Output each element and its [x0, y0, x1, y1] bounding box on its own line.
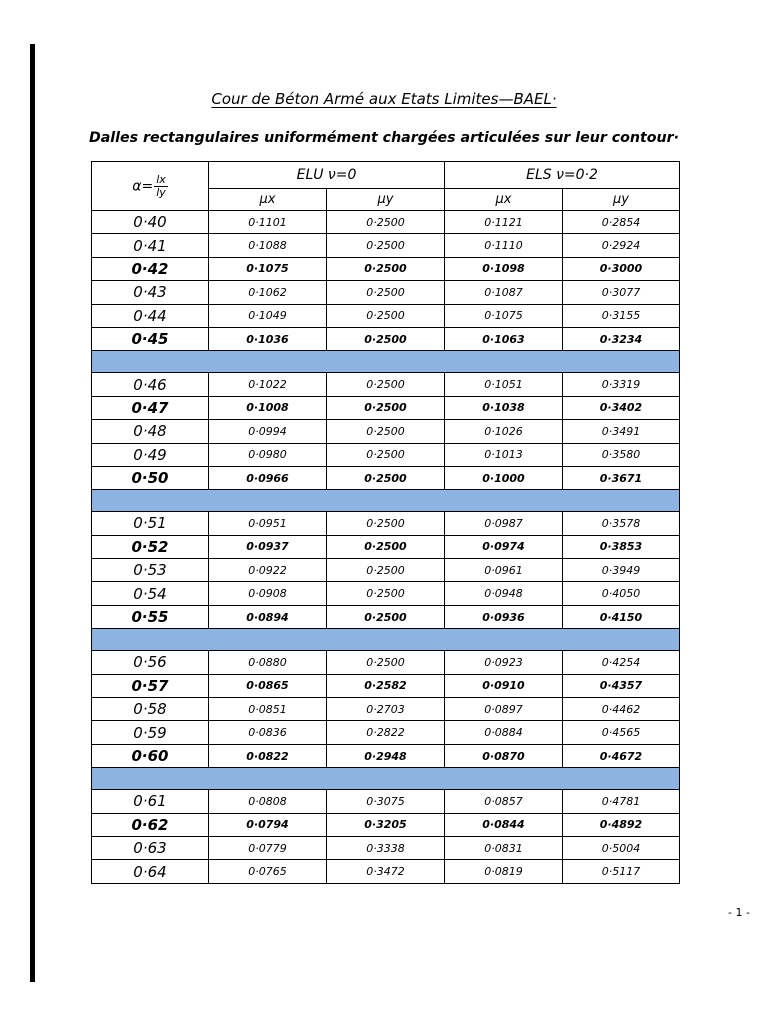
elu-muy-cell: 0·2500: [327, 420, 445, 443]
els-mux-cell: 0·1013: [445, 443, 563, 466]
els-mux-cell: 0·0974: [445, 535, 563, 558]
elu-muy-header: μy: [327, 189, 445, 211]
els-muy-cell: 0·4357: [563, 674, 680, 697]
table-row: [92, 605, 680, 628]
group-separator-cell: [92, 629, 680, 651]
elu-muy-cell: 0·2500: [327, 651, 445, 674]
elu-muy-cell: 0·3472: [327, 860, 445, 883]
table-row: [92, 790, 680, 813]
elu-mux-cell: 0·1049: [209, 304, 327, 327]
elu-mux-cell: 0·1088: [209, 234, 327, 257]
els-muy-cell: 0·4462: [563, 698, 680, 721]
els-mux-cell: 0·0857: [445, 790, 563, 813]
elu-muy-cell: 0·2500: [327, 582, 445, 605]
group-separator-row: [92, 351, 680, 373]
coefficient-table: [91, 161, 680, 884]
elu-mux-header: μx: [209, 189, 327, 211]
table-row: [92, 327, 680, 350]
alpha-cell: 0·62: [92, 813, 209, 836]
table-body: [92, 211, 680, 884]
els-muy-header: μy: [563, 189, 680, 211]
elu-muy-cell: 0·2582: [327, 674, 445, 697]
page-number: - 1 -: [728, 906, 750, 919]
elu-mux-cell: 0·0851: [209, 698, 327, 721]
els-mux-cell: 0·1098: [445, 257, 563, 280]
margin-bar: [30, 44, 35, 982]
els-muy-cell: 0·3949: [563, 559, 680, 582]
elu-mux-cell: 0·1101: [209, 211, 327, 234]
table-row: [92, 211, 680, 234]
elu-mux-cell: 0·0937: [209, 535, 327, 558]
elu-mux-cell: 0·0966: [209, 466, 327, 489]
elu-mux-cell: 0·1075: [209, 257, 327, 280]
els-muy-cell: 0·4781: [563, 790, 680, 813]
alpha-cell: 0·63: [92, 836, 209, 859]
document-subtitle: Dalles rectangulaires uniformément chargées articulées sur leur contour·: [88, 130, 680, 146]
alpha-cell: 0·45: [92, 327, 209, 350]
els-mux-cell: 0·0936: [445, 605, 563, 628]
els-muy-cell: 0·3578: [563, 512, 680, 535]
elu-mux-cell: 0·0980: [209, 443, 327, 466]
elu-mux-cell: 0·0880: [209, 651, 327, 674]
els-mux-cell: 0·1110: [445, 234, 563, 257]
els-mux-cell: 0·0831: [445, 836, 563, 859]
els-mux-cell: 0·1063: [445, 327, 563, 350]
alpha-numerator: lx: [156, 172, 166, 186]
alpha-cell: 0·46: [92, 373, 209, 396]
table-row: [92, 721, 680, 744]
table-row: [92, 651, 680, 674]
elu-mux-cell: 0·0922: [209, 559, 327, 582]
elu-muy-cell: 0·3075: [327, 790, 445, 813]
elu-muy-cell: 0·2822: [327, 721, 445, 744]
els-mux-cell: 0·0870: [445, 744, 563, 767]
alpha-header: [92, 162, 209, 211]
table-row: [92, 512, 680, 535]
elu-mux-cell: 0·0894: [209, 605, 327, 628]
group-separator-row: [92, 629, 680, 651]
els-muy-cell: 0·3319: [563, 373, 680, 396]
table-row: [92, 813, 680, 836]
els-muy-cell: 0·4565: [563, 721, 680, 744]
els-muy-cell: 0·2854: [563, 211, 680, 234]
alpha-cell: 0·49: [92, 443, 209, 466]
alpha-cell: 0·52: [92, 535, 209, 558]
els-muy-cell: 0·5004: [563, 836, 680, 859]
table-row: [92, 234, 680, 257]
alpha-cell: 0·44: [92, 304, 209, 327]
els-muy-cell: 0·3000: [563, 257, 680, 280]
elu-muy-cell: 0·2500: [327, 559, 445, 582]
elu-mux-cell: 0·0951: [209, 512, 327, 535]
elu-mux-cell: 0·0908: [209, 582, 327, 605]
alpha-cell: 0·61: [92, 790, 209, 813]
elu-mux-cell: 0·1036: [209, 327, 327, 350]
elu-mux-cell: 0·0794: [209, 813, 327, 836]
alpha-cell: 0·42: [92, 257, 209, 280]
table-row: [92, 304, 680, 327]
elu-mux-cell: 0·0822: [209, 744, 327, 767]
els-mux-cell: 0·0884: [445, 721, 563, 744]
group-separator-cell: [92, 768, 680, 790]
elu-mux-cell: 0·0994: [209, 420, 327, 443]
group-separator-row: [92, 768, 680, 790]
els-mux-cell: 0·0844: [445, 813, 563, 836]
elu-mux-cell: 0·0808: [209, 790, 327, 813]
table-row: [92, 582, 680, 605]
els-mux-cell: 0·0897: [445, 698, 563, 721]
els-muy-cell: 0·4050: [563, 582, 680, 605]
elu-muy-cell: 0·2500: [327, 535, 445, 558]
els-muy-cell: 0·4892: [563, 813, 680, 836]
elu-muy-cell: 0·2500: [327, 396, 445, 419]
table-row: [92, 466, 680, 489]
group-separator-row: [92, 490, 680, 512]
elu-mux-cell: 0·0779: [209, 836, 327, 859]
table-row: [92, 836, 680, 859]
table-row: [92, 674, 680, 697]
table-row: [92, 744, 680, 767]
alpha-cell: 0·48: [92, 420, 209, 443]
elu-muy-cell: 0·2500: [327, 257, 445, 280]
elu-muy-cell: 0·2948: [327, 744, 445, 767]
table-row: [92, 559, 680, 582]
els-mux-cell: 0·0910: [445, 674, 563, 697]
elu-muy-cell: 0·3338: [327, 836, 445, 859]
table-row: [92, 860, 680, 883]
alpha-cell: 0·50: [92, 466, 209, 489]
els-mux-cell: 0·1051: [445, 373, 563, 396]
els-muy-cell: 0·3155: [563, 304, 680, 327]
group-separator-cell: [92, 490, 680, 512]
elu-mux-cell: 0·0865: [209, 674, 327, 697]
elu-muy-cell: 0·3205: [327, 813, 445, 836]
table-row: [92, 420, 680, 443]
table-row: [92, 396, 680, 419]
elu-muy-cell: 0·2500: [327, 234, 445, 257]
els-mux-cell: 0·1000: [445, 466, 563, 489]
alpha-cell: 0·54: [92, 582, 209, 605]
els-muy-cell: 0·5117: [563, 860, 680, 883]
group-separator-cell: [92, 351, 680, 373]
table-row: [92, 443, 680, 466]
els-mux-cell: 0·1038: [445, 396, 563, 419]
table-header-row: [92, 162, 680, 189]
els-mux-cell: 0·0987: [445, 512, 563, 535]
elu-muy-cell: 0·2500: [327, 211, 445, 234]
alpha-cell: 0·56: [92, 651, 209, 674]
els-muy-cell: 0·3853: [563, 535, 680, 558]
els-mux-cell: 0·0948: [445, 582, 563, 605]
alpha-fraction: [154, 174, 168, 199]
alpha-cell: 0·43: [92, 281, 209, 304]
elu-muy-cell: 0·2703: [327, 698, 445, 721]
els-mux-cell: 0·1087: [445, 281, 563, 304]
els-muy-cell: 0·4672: [563, 744, 680, 767]
alpha-cell: 0·64: [92, 860, 209, 883]
alpha-cell: 0·40: [92, 211, 209, 234]
alpha-cell: 0·60: [92, 744, 209, 767]
alpha-cell: 0·41: [92, 234, 209, 257]
elu-group-header: ELU ν=0: [209, 162, 445, 189]
els-muy-cell: 0·4254: [563, 651, 680, 674]
elu-muy-cell: 0·2500: [327, 605, 445, 628]
elu-mux-cell: 0·1022: [209, 373, 327, 396]
els-muy-cell: 0·4150: [563, 605, 680, 628]
elu-muy-cell: 0·2500: [327, 443, 445, 466]
elu-muy-cell: 0·2500: [327, 466, 445, 489]
els-mux-cell: 0·0961: [445, 559, 563, 582]
alpha-cell: 0·58: [92, 698, 209, 721]
els-muy-cell: 0·3234: [563, 327, 680, 350]
els-mux-cell: 0·1121: [445, 211, 563, 234]
table-row: [92, 373, 680, 396]
els-muy-cell: 0·3402: [563, 396, 680, 419]
els-group-header: ELS ν=0·2: [445, 162, 680, 189]
elu-mux-cell: 0·1062: [209, 281, 327, 304]
alpha-cell: 0·59: [92, 721, 209, 744]
table-row: [92, 535, 680, 558]
els-muy-cell: 0·3580: [563, 443, 680, 466]
els-mux-header: μx: [445, 189, 563, 211]
alpha-cell: 0·55: [92, 605, 209, 628]
elu-muy-cell: 0·2500: [327, 373, 445, 396]
elu-mux-cell: 0·0765: [209, 860, 327, 883]
elu-mux-cell: 0·0836: [209, 721, 327, 744]
elu-muy-cell: 0·2500: [327, 512, 445, 535]
els-muy-cell: 0·3491: [563, 420, 680, 443]
alpha-cell: 0·57: [92, 674, 209, 697]
els-muy-cell: 0·2924: [563, 234, 680, 257]
elu-muy-cell: 0·2500: [327, 327, 445, 350]
elu-mux-cell: 0·1008: [209, 396, 327, 419]
els-muy-cell: 0·3671: [563, 466, 680, 489]
table-row: [92, 257, 680, 280]
els-mux-cell: 0·0819: [445, 860, 563, 883]
table-row: [92, 281, 680, 304]
alpha-cell: 0·47: [92, 396, 209, 419]
alpha-cell: 0·53: [92, 559, 209, 582]
document-title: Cour de Béton Armé aux Etats Limites—BAEL·: [211, 90, 557, 108]
els-mux-cell: 0·1075: [445, 304, 563, 327]
els-muy-cell: 0·3077: [563, 281, 680, 304]
alpha-cell: 0·51: [92, 512, 209, 535]
els-mux-cell: 0·0923: [445, 651, 563, 674]
elu-muy-cell: 0·2500: [327, 304, 445, 327]
alpha-denominator: ly: [156, 185, 166, 199]
alpha-symbol: α=: [132, 178, 154, 194]
table-row: [92, 698, 680, 721]
els-mux-cell: 0·1026: [445, 420, 563, 443]
elu-muy-cell: 0·2500: [327, 281, 445, 304]
